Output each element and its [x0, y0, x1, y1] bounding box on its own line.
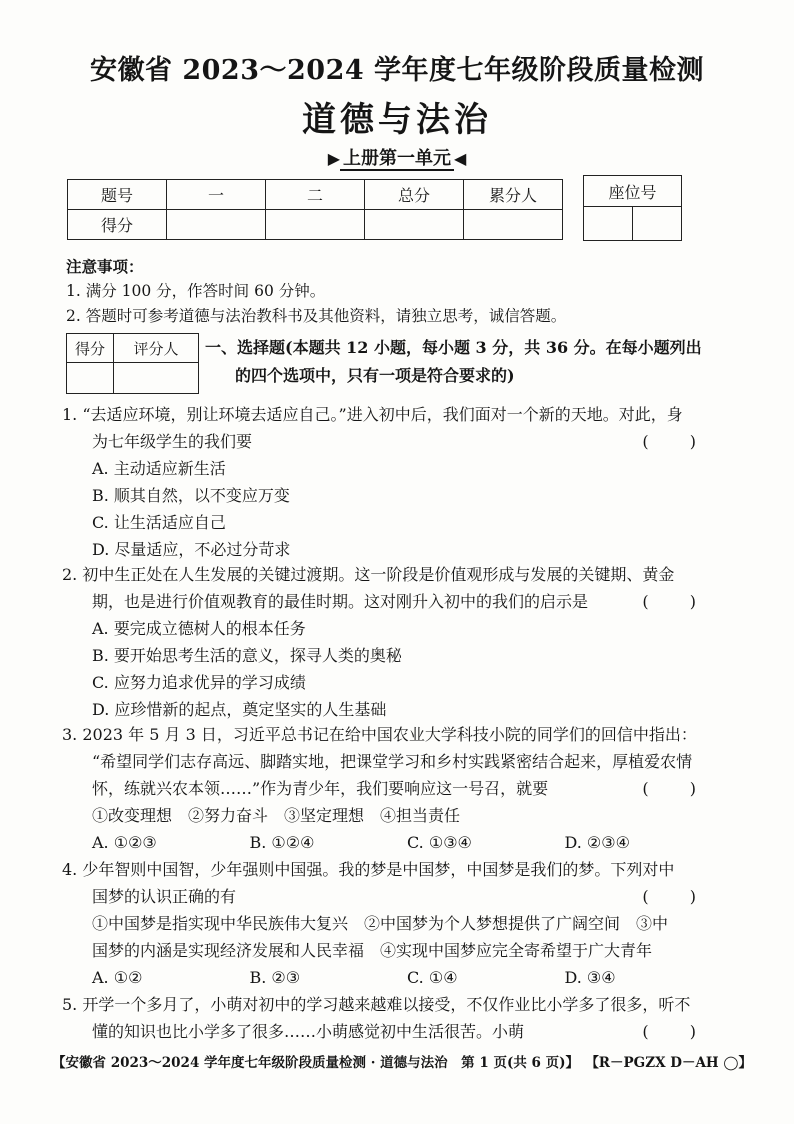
seat-cell[interactable]: [584, 207, 633, 241]
question-text: “希望同学们志存高远、脚踏实地，把课堂学习和乡村实践紧密结合起来，厚植爱农情: [92, 752, 693, 771]
question-text: 懂的知识也比小学多了很多……小萌感觉初中生活很苦。小萌: [92, 1022, 525, 1041]
score-header: 题号: [68, 180, 167, 210]
score-header: 一: [167, 180, 266, 210]
question-text-line: [62, 883, 722, 910]
score-header: 累分人: [464, 180, 563, 210]
grader-score-cell[interactable]: [67, 363, 114, 394]
question-text: 4. 少年智则中国智，少年强则中国强。我的梦是中国梦，中国梦是我们的梦。下列对中: [62, 860, 675, 879]
option: C. ①③④: [407, 833, 472, 852]
notes: [66, 254, 566, 329]
answer-bracket[interactable]: ( ): [642, 432, 714, 451]
seat-label: 座位号: [584, 176, 682, 207]
option: C. 应努力追求优异的学习成绩: [92, 673, 306, 692]
answer-bracket[interactable]: ( ): [642, 1022, 714, 1041]
option: A. ①②③: [92, 833, 157, 852]
question-text: ①中国梦是指实现中华民族伟大复兴 ②中国梦为个人梦想提供了广阔空间 ③中: [92, 914, 669, 933]
question-text: 5. 开学一个多月了，小萌对初中的学习越来越难以接受，不仅作业比小学多了很多，听不: [62, 995, 691, 1014]
question-5: [62, 991, 722, 1045]
question-text: 国梦的内涵是实现经济发展和人民幸福 ④实现中国梦应完全寄希望于广大青年: [92, 941, 653, 960]
score-cell[interactable]: [464, 210, 563, 240]
exam-title: 安徽省 2023～2024 学年度七年级阶段质量检测: [89, 55, 705, 86]
option: A. ①②: [92, 968, 143, 987]
question-text-line: [62, 1018, 722, 1045]
seat-cell[interactable]: [633, 207, 682, 241]
grader-cell[interactable]: [114, 363, 199, 394]
triangle-right-icon: ▶: [327, 149, 340, 168]
section-heading: [205, 334, 715, 390]
footer-info: 【安徽省 2023～2024 学年度七年级阶段质量检测 · 道德与法治 第 1 页(共 6 页)】: [52, 1055, 580, 1071]
option: D. 应珍惜新的起点，奠定坚实的人生基础: [92, 700, 387, 719]
option: B. ①②④: [249, 833, 315, 852]
score-table: [67, 179, 563, 240]
option: B. 顺其自然，以不变应万变: [92, 486, 290, 505]
option: B. ②③: [249, 968, 301, 987]
question-text: 怀，练就兴农本领……”作为青少年，我们要响应这一号召，就要: [92, 779, 549, 798]
question-text-line: [62, 428, 722, 455]
option: C. 让生活适应自己: [92, 513, 226, 532]
notes-heading: 注意事项：: [66, 257, 144, 276]
question-4: [62, 856, 722, 991]
answer-bracket[interactable]: ( ): [642, 887, 714, 906]
option: A. 主动适应新生活: [92, 459, 226, 478]
section-heading-line: 的四个选项中，只有一项是符合要求的): [235, 366, 515, 385]
option: A. 要完成立德树人的根本任务: [92, 619, 306, 638]
grader-score-label: 得分: [67, 334, 114, 363]
option: D. ③④: [564, 968, 616, 987]
score-cell[interactable]: [167, 210, 266, 240]
option-row: [62, 964, 722, 991]
grader-label: 评分人: [114, 334, 199, 363]
answer-bracket[interactable]: ( ): [642, 592, 714, 611]
triangle-left-icon: ◀: [454, 149, 467, 168]
unit-label: [0, 144, 794, 170]
score-header: 二: [266, 180, 365, 210]
section-heading-line: 一、选择题(本题共 12 小题，每小题 3 分，共 36 分。在每小题列出: [205, 338, 702, 357]
question-text: 为七年级学生的我们要: [92, 432, 253, 451]
question-text-line: [62, 588, 722, 615]
question-text: 1. “去适应环境，别让环境去适应自己。”进入初中后，我们面对一个新的天地。对此，身: [62, 405, 683, 424]
question-text: 国梦的认识正确的有: [92, 887, 237, 906]
answer-bracket[interactable]: ( ): [642, 779, 714, 798]
score-cell[interactable]: [266, 210, 365, 240]
option: D. 尽量适应，不必过分苛求: [92, 540, 291, 559]
question-text: 期，也是进行价值观教育的最佳时期。这对刚升入初中的我们的启示是: [92, 592, 589, 611]
unit-text: 上册第一单元: [340, 148, 454, 171]
question-text-line: [62, 775, 722, 802]
option: D. ②③④: [564, 833, 630, 852]
option-row: [62, 829, 722, 856]
question-text: 2. 初中生正处在人生发展的关键过渡期。这一阶段是价值观形成与发展的关键期、黄金: [62, 565, 675, 584]
page-footer: [52, 1051, 752, 1071]
footer-code: 【R－PGZX D－AH ◯】: [585, 1055, 752, 1071]
question-2: [62, 561, 722, 723]
note-item: 1. 满分 100 分，作答时间 60 分钟。: [66, 282, 326, 300]
question-text: 3. 2023 年 5 月 3 日，习近平总书记在给中国农业大学科技小院的同学们的回信中指出：: [62, 725, 697, 744]
option: C. ①④: [407, 968, 458, 987]
question-1: [62, 401, 722, 563]
score-header: 总分: [365, 180, 464, 210]
option: B. 要开始思考生活的意义，探寻人类的奥秘: [92, 646, 402, 665]
grader-table: [66, 333, 199, 394]
note-item: 2. 答题时可参考道德与法治教科书及其他资料，请独立思考，诚信答题。: [66, 307, 567, 325]
question-3: [62, 721, 722, 856]
statement-list: ①改变理想 ②努力奋斗 ③坚定理想 ④担当责任: [92, 806, 461, 825]
score-row-label: 得分: [68, 210, 167, 240]
seat-number-table: [583, 175, 682, 241]
score-cell[interactable]: [365, 210, 464, 240]
subject-title: 道德与法治: [302, 100, 492, 140]
